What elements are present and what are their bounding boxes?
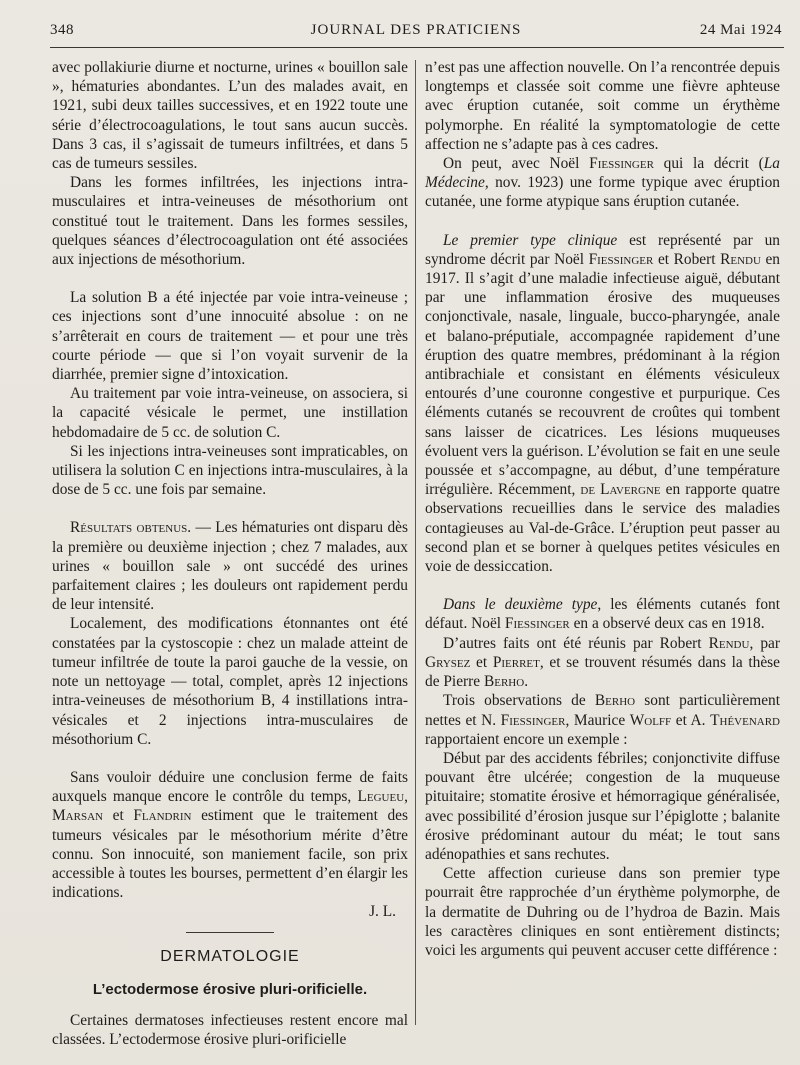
- text-run: .: [524, 673, 529, 691]
- paragraph: [425, 231, 780, 577]
- paragraph: [425, 154, 780, 212]
- running-header: [50, 22, 782, 44]
- paragraph: La solution B a été injectée par voie intra-veineuse ; ces injections sont d’une innocuité absolue : on ne s’arrêterait en cours de traitement — et pour une très courte période — que si l’on voyait survenir de la diarrhée, premier signe d’intoxication.: [52, 289, 408, 384]
- paragraph: Dans les formes infiltrées, les injections intra-musculaires et intra-veineuses de mésothorium ont constitué tout le traitement. Dans les formes sessiles, quelques séances d’électrocoagulation ont été associées aux injections de mésothorium.: [52, 174, 408, 269]
- author-name: Rendu: [708, 634, 750, 652]
- text-run: On peut, avec Noël: [443, 155, 590, 173]
- text-run: Trois observations de: [443, 692, 595, 710]
- author-name: Fiessinger: [589, 155, 654, 173]
- text-run: estiment que le traitement des tumeurs vésicales par le mésothorium mérite d’être connu. Son innocuité, son maniement facile, son prix accessible à toutes les bourses, permettent d’en élargir les indications.: [52, 807, 408, 902]
- text-run: ,: [404, 788, 408, 806]
- text-run: Sans vouloir déduire une conclusion ferme de faits auxquels manque encore le contrôle du temps,: [52, 768, 408, 806]
- column-divider: [415, 60, 416, 1025]
- header-rule: [50, 47, 784, 48]
- text-run: , par: [749, 634, 780, 652]
- text-run: sont particulièrement nettes et N.: [425, 692, 780, 729]
- paragraph: Si les injections intra-veineuses sont impraticables, on utilisera la solution C en injections intra-musculaires, à la dose de 5 cc. une fois par semaine.: [52, 442, 408, 499]
- text-run: en 1917. Il s’agit d’une maladie infectieuse aiguë, débutant par une inflammation érosive des muqueuses conjonctivale, nasale, linguale, bucco-pharyngée, anale et balano-préputiale, accompagnée rapidement d’une éruption des quatre membres, prédominant à la région antibrachiale et consistant en éléments vésiculeux entourés d’une couronne congestive et purpurique. Ces éléments cutanés se recouvrent de croûtes qui tombent sans laisser de cicatrices. Les lésions muqueuses évoluent vers la guérison. L’évolution se fait en une seule poussée et s’accompagne, au début, d’une température irrégulière. Récemment,: [425, 250, 780, 499]
- signature: J. L.: [369, 903, 396, 921]
- left-column: [52, 58, 408, 1049]
- paragraph: n’est pas une affection nouvelle. On l’a rencontrée depuis longtemps et classée soit comme une fièvre aphteuse avec éruption cutanée, soit comme un érythème polymorphe. En réalité la symptomatologie de cette affection ne s’adapte pas à ces cadres.: [425, 59, 780, 153]
- author-name: Fiessinger: [500, 711, 566, 729]
- journal-title: JOURNAL DES PRATICIENS: [310, 22, 522, 38]
- text-run: qui la décrit (: [653, 155, 764, 173]
- paragraph: Certaines dermatoses infectieuses restent encore mal classées. L’ectodermose érosive pluri-orificielle: [52, 1011, 408, 1049]
- right-column: [425, 58, 780, 960]
- text-run: est représenté par un syndrome décrit par Noël: [425, 231, 780, 268]
- paragraph: [425, 691, 780, 749]
- author-name: Wolff: [629, 711, 672, 729]
- emphasis: Dans le deuxième type: [443, 596, 598, 614]
- text-run: en rapporte quatre observations recueillies dans le service des maladies contagieuses au Val-de-Grâce. L’éruption peut passer au second plan et se borner à quelques petites vésicules en voie de dessiccation.: [425, 481, 781, 576]
- emphasis: Le premier type clinique: [443, 231, 618, 249]
- text-run: rapportaient encore un exemple :: [425, 730, 628, 748]
- author-name: Grysez: [425, 653, 471, 671]
- paragraph-text: — Les hématuries ont disparu dès la première ou deuxième injection ; chez 7 malades, aux urines « bouillon sale » ont succédé des urines parfaitement claires ; les douleurs ont rapidement perdu de leur intensité.: [52, 519, 408, 614]
- article-title: L’ectodermose érosive pluri-orificielle.: [92, 980, 368, 998]
- author-name: Flandrin: [133, 807, 192, 825]
- text-run: , les éléments cutanés font défaut. Noël: [425, 596, 780, 633]
- text-run: et Robert: [653, 250, 721, 268]
- text-run: D’autres faits ont été réunis par Robert: [443, 634, 709, 652]
- paragraph: Début par des accidents fébriles; conjonctivite diffuse pouvant être ulcérée; congestion de la muqueuse pituitaire; stomatite érosive et hémorragique généralisée, avec possibilité d’érosion jusque sur l’épiglotte ; balanite érosive prédominant autour du méat; le tout sans adénopathies et sans rechutes.: [425, 749, 780, 863]
- author-name: Pierret: [492, 653, 540, 671]
- author-name: Marsan: [52, 807, 103, 825]
- paragraph: Au traitement par voie intra-veineuse, on associera, si la capacité vésicale le permet, une instillation hebdomadaire de 5 cc. de solution C.: [52, 385, 408, 441]
- journal-citation: La Médecine: [425, 155, 781, 192]
- text-run: et: [470, 653, 493, 671]
- paragraph: avec pollakiurie diurne et nocturne, urines « bouillon sale », hématuries abondantes. L’un des malades avait, en 1921, subi deux tailles successives, et en 1922 toute une série d’électrocoagulations, le tout sans aucun succès. Dans 3 cas, il s’agissait de tumeurs infiltrées, et dans 5 cas de tumeurs sessiles.: [52, 59, 408, 173]
- author-name: Fiessinger: [588, 250, 654, 268]
- text-run: , nov. 1923) une forme typique avec éruption cutanée, une forme atypique sans éruption cutanée.: [425, 174, 780, 211]
- author-name: Berho: [483, 673, 525, 691]
- issue-date: 24 Mai 1924: [699, 22, 782, 38]
- paragraph: Cette affection curieuse dans son premier type pourrait être rapprochée d’un érythème polymorphe, de la dermatite de Duhring ou de l’hydroa de Bazin. Mais les caractères cliniques en sont entièrement distincts; voici les arguments qui peuvent accuser cette différence :: [425, 865, 780, 959]
- author-name: Berho: [594, 692, 636, 710]
- section-separator: [186, 932, 274, 933]
- author-name: Thévenard: [710, 711, 780, 729]
- results-label: Résultats obtenus.: [70, 519, 192, 537]
- author-name: Fiessinger: [504, 615, 570, 633]
- author-name: de Lavergne: [580, 481, 661, 499]
- paragraph: [52, 768, 408, 902]
- paragraph: [52, 518, 408, 614]
- text-run: , Maurice: [565, 711, 630, 729]
- paragraph: [425, 634, 780, 692]
- paragraph: [425, 595, 780, 633]
- author-name: Rendu: [720, 250, 761, 268]
- author-name: Legueu: [357, 788, 405, 806]
- text-run: , et se trouvent résumés dans la thèse de Pierre: [425, 653, 780, 691]
- text-run: et A.: [671, 711, 711, 729]
- section-heading: DERMATOLOGIE: [160, 947, 300, 965]
- text-run: et: [102, 807, 134, 825]
- page-number: 348: [50, 22, 74, 38]
- text-run: en a observé deux cas en 1918.: [569, 615, 765, 633]
- paragraph: Localement, des modifications étonnantes ont été constatées par la cystoscopie : chez un malade atteint de tumeur infiltrée de toute la paroi gauche de la vessie, on note un nettoyage — total, complet, après 12 injections intra-veineuses de mésothorium B, 4 instillations intra-vésicales et 2 injections intra-musculaires de mésothorium C.: [52, 615, 408, 748]
